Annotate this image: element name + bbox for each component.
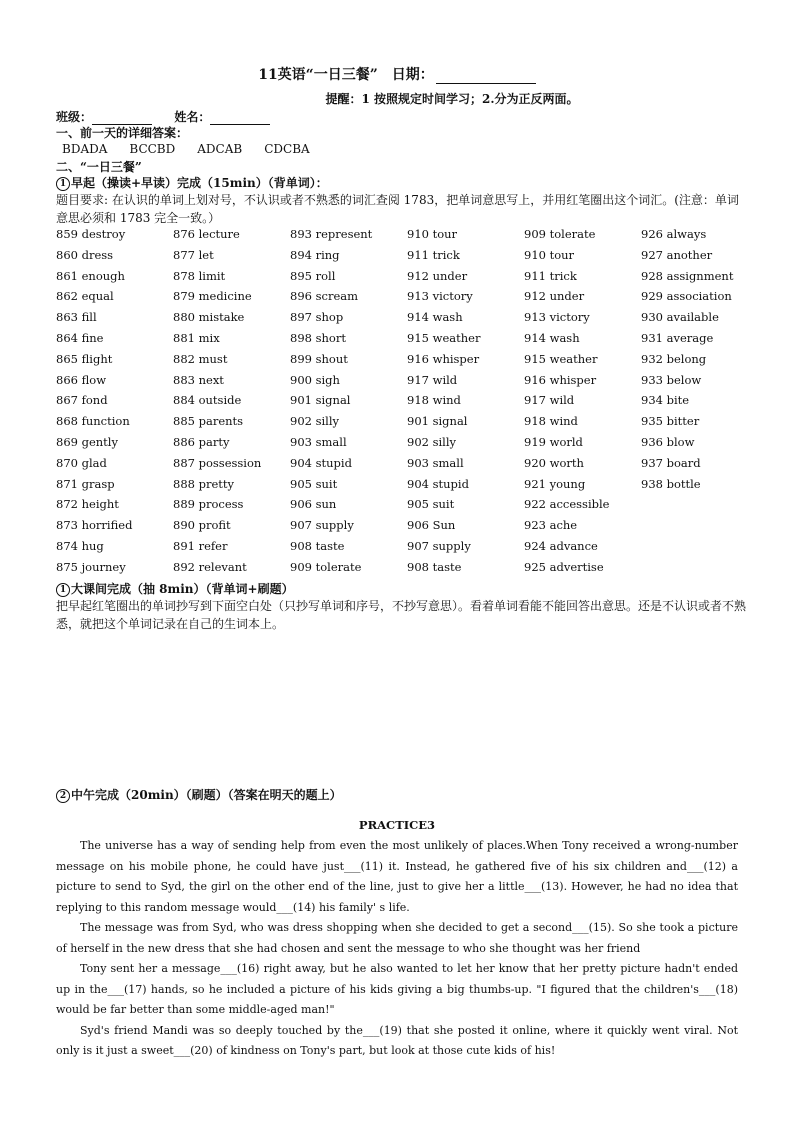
word-item: 906 Sun (407, 518, 456, 533)
title-text: 11英语“一日三餐” 日期： (258, 67, 434, 83)
word-item: 912 under (524, 289, 585, 304)
circled-number-icon: 2 (56, 789, 70, 803)
word-item: 895 roll (290, 268, 336, 283)
answer-group: CDCBA (264, 142, 310, 156)
word-item: 881 mix (173, 330, 220, 345)
task-requirement: 题目要求: 在认识的单词上划对号，不认识或者不熟悉的词汇查阅 1783，把单词意思写上，并用红笔圈出这个词汇。(注意：单词意思必须和 1783 完全一致。） (56, 193, 739, 225)
word-item: 885 parents (173, 414, 244, 429)
word-list (56, 227, 756, 581)
word-item: 878 limit (173, 268, 226, 283)
word-item: 915 weather (524, 351, 598, 366)
word-item: 871 grasp (56, 476, 115, 491)
word-item: 931 average (641, 330, 714, 345)
word-item: 905 suit (290, 476, 338, 491)
page-title (0, 64, 794, 84)
answer-list (62, 142, 332, 156)
word-item: 875 journey (56, 559, 126, 574)
word-item: 923 ache (524, 518, 578, 533)
word-item: 914 wash (407, 310, 463, 325)
word-item: 891 refer (173, 538, 228, 553)
noon-task-title: 中午完成（20min）（刷题）（答案在明天的题上） (71, 788, 342, 802)
word-item: 904 stupid (407, 476, 469, 491)
passage-paragraph: Syd's friend Mandi was so deeply touched by the___(19) that she posted it online, where it quickly went viral. Not only is it just a sweet___(20) of kindness on Tony's part, but look at those cute kids of his! (56, 1023, 738, 1057)
word-item: 926 always (641, 227, 707, 241)
word-item: 928 assignment (641, 268, 734, 283)
word-item: 920 worth (524, 455, 584, 470)
word-item: 910 tour (524, 247, 575, 262)
word-item: 919 world (524, 434, 583, 449)
answer-group: BCCBD (129, 142, 176, 156)
word-item: 917 wild (407, 372, 458, 387)
word-item: 929 association (641, 289, 732, 304)
word-item: 890 profit (173, 518, 231, 533)
name-label: 姓名： (174, 110, 211, 124)
word-item: 902 silly (407, 434, 457, 449)
word-item: 859 destroy (56, 227, 126, 241)
word-item: 902 silly (290, 414, 340, 429)
word-item: 912 under (407, 268, 468, 283)
section2-heading: 二、“一日三餐” (56, 160, 142, 174)
word-item: 930 available (641, 310, 719, 325)
word-item: 911 trick (524, 268, 577, 283)
word-item: 905 suit (407, 497, 455, 512)
passage (56, 836, 738, 1062)
answer-group: ADCAB (197, 142, 243, 156)
word-item: 916 whisper (524, 372, 597, 387)
word-item: 909 tolerate (524, 227, 596, 241)
word-item: 861 enough (56, 268, 125, 283)
word-item: 889 process (173, 497, 244, 512)
word-item: 904 stupid (290, 455, 352, 470)
word-item: 872 height (56, 497, 119, 512)
word-item (641, 518, 756, 539)
break-task-title: 大课间完成（抽 8min）（背单词+刷题） (71, 582, 294, 596)
word-item: 910 tour (407, 227, 458, 241)
word-item: 901 signal (407, 414, 468, 429)
answer-group: BDADA (62, 142, 108, 156)
word-item: 915 weather (407, 330, 481, 345)
word-item: 933 below (641, 372, 702, 387)
word-item: 860 dress (56, 247, 114, 262)
word-item: 870 glad (56, 455, 107, 470)
morning-task-title: 早起（操读+早读）完成（15min）（背单词）： (71, 176, 328, 190)
word-item (641, 497, 756, 518)
word-item: 901 signal (290, 393, 351, 408)
word-item: 867 fond (56, 393, 108, 408)
word-item: 882 must (173, 351, 228, 366)
word-item: 938 bottle (641, 476, 701, 491)
circled-number-icon: 1 (56, 177, 70, 191)
word-item: 888 pretty (173, 476, 235, 491)
word-item: 899 shout (290, 351, 348, 366)
word-item: 862 equal (56, 289, 114, 304)
word-item: 887 possession (173, 455, 262, 470)
word-item: 916 whisper (407, 351, 480, 366)
word-item: 936 blow (641, 434, 695, 449)
word-item: 884 outside (173, 393, 242, 408)
word-item: 932 belong (641, 351, 707, 366)
word-item: 892 relevant (173, 559, 247, 574)
reminder: 提醒：1 按照规定时间学习；2.分为正反两面。 (325, 92, 579, 106)
passage-paragraph: Tony sent her a message___(16) right away, but he also wanted to let her know that her pretty picture hadn't ended up in the___(17) hands, so he included a picture of his kids giving a big thumbs-up. "I figured that the children's___(18) would be far better than some middle-aged man!" (56, 962, 738, 1016)
word-item: 873 horrified (56, 518, 133, 533)
word-item: 922 accessible (524, 497, 610, 512)
word-item: 876 lecture (173, 227, 240, 241)
passage-paragraph: The message was from Syd, who was dress shopping when she decided to get a second___(15). So she took a picture of herself in the new dress that she had chosen and sent the message to who she thought was her friend (56, 921, 738, 955)
word-item: 924 advance (524, 538, 598, 553)
word-item: 863 fill (56, 310, 97, 325)
word-item: 896 scream (290, 289, 359, 304)
break-task-heading (56, 580, 294, 597)
word-item: 913 victory (524, 310, 590, 325)
word-item: 908 taste (407, 559, 462, 574)
word-item: 921 young (524, 476, 586, 491)
word-item (641, 539, 756, 560)
word-item: 879 medicine (173, 289, 252, 304)
word-item: 906 sun (290, 497, 337, 512)
word-item: 900 sigh (290, 372, 340, 387)
word-item: 927 another (641, 247, 713, 262)
word-item: 911 trick (407, 247, 460, 262)
word-item: 893 represent (290, 227, 373, 241)
word-item: 864 fine (56, 330, 104, 345)
name-blank[interactable] (210, 112, 270, 125)
passage-paragraph: The universe has a way of sending help from even the most unlikely of places.When Tony received a wrong-number message on his mobile phone, he could have just___(11) it. Instead, he gathered five of his six children and___(12) a picture to send to Syd, the girl on the other end of the line, just to give her a little___(13). However, he had no idea that replying to this random message would___(14) his family' s life. (56, 839, 738, 914)
word-item: 934 bite (641, 393, 690, 408)
word-item: 907 supply (407, 538, 471, 553)
word-item: 886 party (173, 434, 230, 449)
section1-heading: 一、前一天的详细答案： (56, 126, 189, 140)
word-item: 918 wind (407, 393, 461, 408)
word-item: 866 flow (56, 372, 107, 387)
word-item: 909 tolerate (290, 559, 362, 574)
word-item: 874 hug (56, 538, 104, 553)
word-item: 898 short (290, 330, 346, 345)
word-item: 937 board (641, 455, 701, 470)
word-item: 918 wind (524, 414, 578, 429)
word-item (641, 560, 756, 581)
word-item: 877 let (173, 247, 214, 262)
word-item: 897 shop (290, 310, 344, 325)
word-item: 894 ring (290, 247, 340, 262)
word-item: 917 wild (524, 393, 575, 408)
student-info (56, 108, 270, 125)
word-item: 913 victory (407, 289, 473, 304)
break-instruction: 把早起红笔圈出的单词抄写到下面空白处（只抄写单词和序号，不抄写意思）。看着单词看能不能回答出意思。还是不认识或者不熟悉，就把这个单词记录在自己的生词本上。 (56, 599, 747, 631)
date-blank[interactable] (436, 69, 536, 84)
word-item: 868 function (56, 414, 130, 429)
word-item: 903 small (290, 434, 347, 449)
word-item: 907 supply (290, 518, 354, 533)
word-item: 903 small (407, 455, 464, 470)
word-item: 883 next (173, 372, 224, 387)
circled-number-icon: 1 (56, 583, 70, 597)
word-item: 908 taste (290, 538, 345, 553)
practice-title: PRACTICE3 (358, 818, 436, 832)
word-item: 914 wash (524, 330, 580, 345)
morning-task-heading (56, 174, 328, 191)
noon-task-heading (56, 786, 342, 803)
word-item: 869 gently (56, 434, 118, 449)
class-label: 班级： (56, 110, 93, 124)
word-item: 880 mistake (173, 310, 245, 325)
word-item: 935 bitter (641, 414, 700, 429)
word-item: 865 flight (56, 351, 113, 366)
word-item: 925 advertise (524, 559, 604, 574)
